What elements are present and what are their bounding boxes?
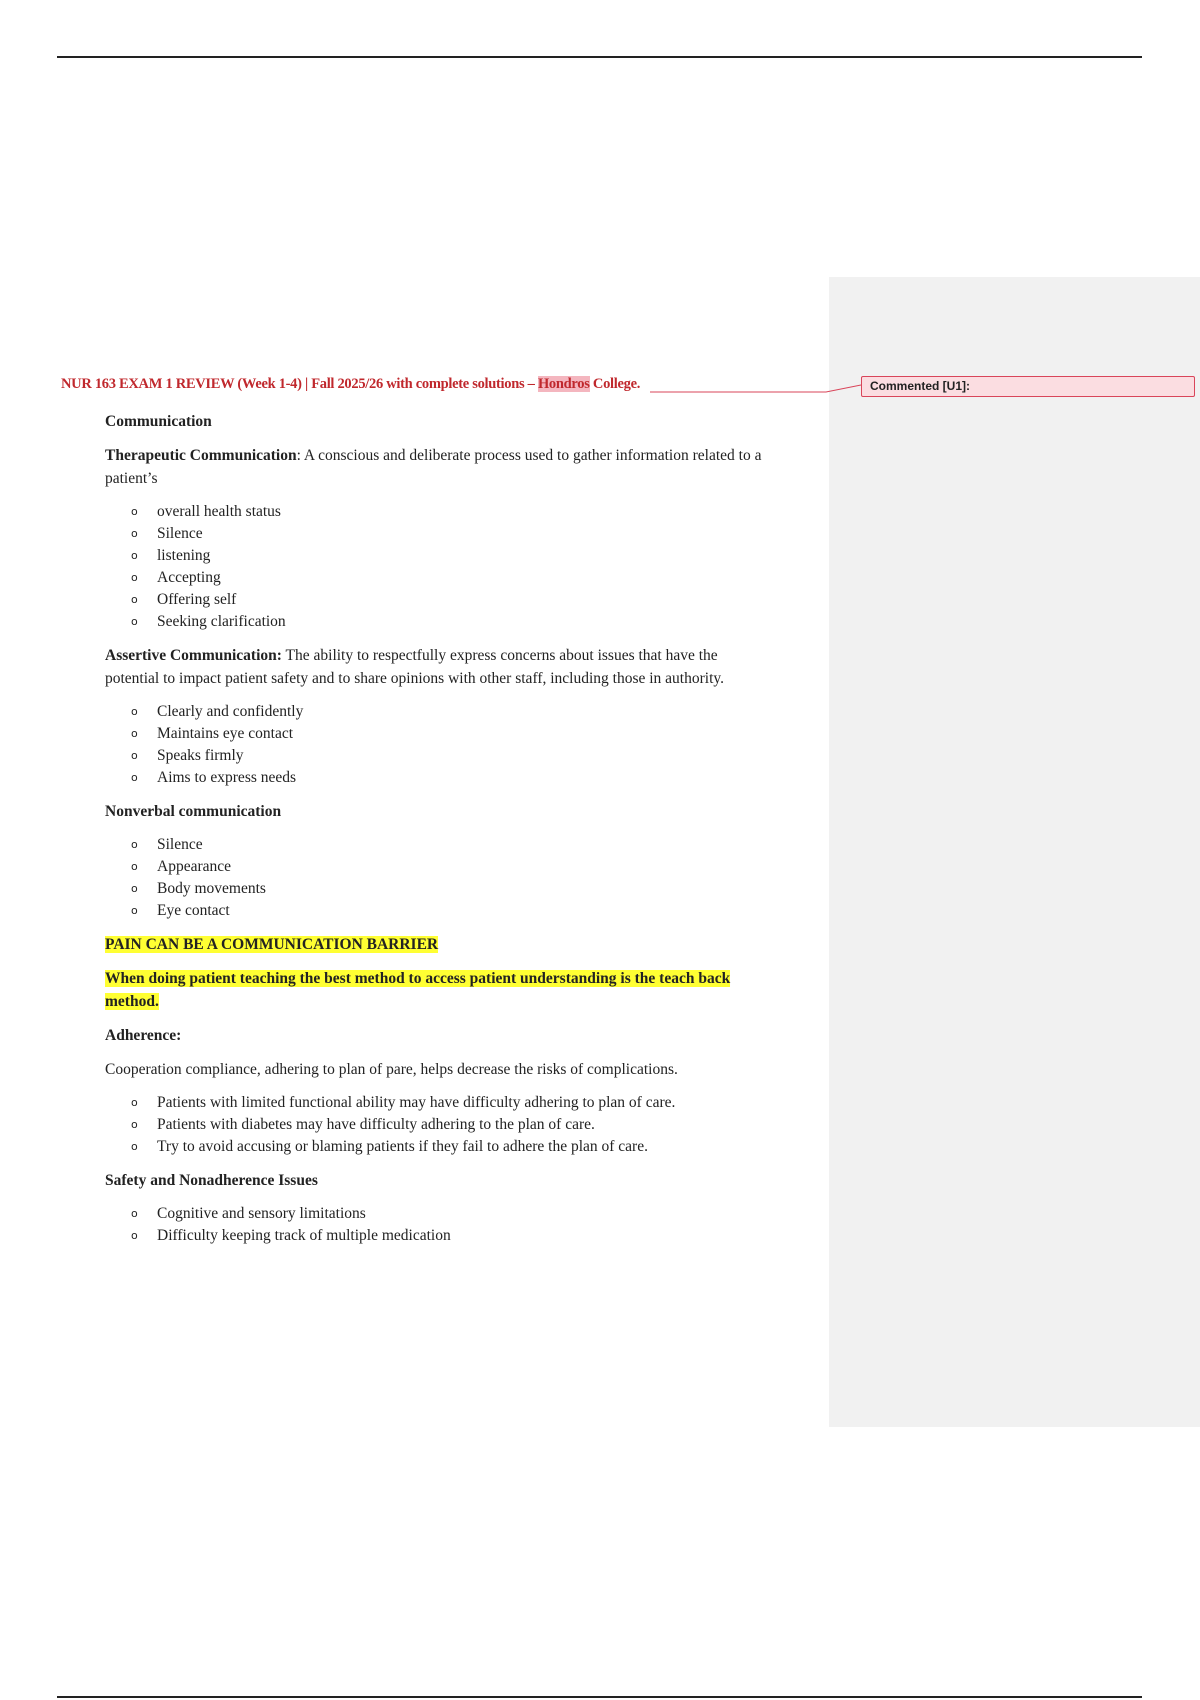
- highlighted-text: When doing patient teaching the best method to access patient understanding is the teach back method.: [105, 970, 731, 1010]
- list-item-text: Accepting: [157, 569, 221, 586]
- bullet-icon: o: [131, 593, 138, 606]
- list-item-text: Eye contact: [157, 902, 230, 919]
- list-item: [105, 767, 765, 789]
- title-end: College.: [589, 376, 641, 392]
- list-item: [105, 701, 765, 723]
- therapeutic-list: [105, 501, 765, 633]
- comment-balloon[interactable]: [861, 376, 1195, 397]
- bullet-icon: o: [131, 882, 138, 895]
- list-item-text: listening: [157, 547, 211, 564]
- list-item-text: Speaks firmly: [157, 747, 244, 764]
- list-item-text: Clearly and confidently: [157, 703, 304, 720]
- bullet-icon: o: [131, 615, 138, 628]
- document-body: [105, 410, 765, 1258]
- comment-pane: [829, 277, 1200, 1427]
- bullet-icon: o: [131, 527, 138, 540]
- list-item-text: Difficulty keeping track of multiple medication: [157, 1227, 451, 1244]
- bullet-icon: o: [131, 771, 138, 784]
- list-item-text: overall health status: [157, 503, 281, 520]
- therapeutic-paragraph: [105, 444, 765, 490]
- therapeutic-definition: : A conscious and deliberate process used to gather information related to a patient’s: [105, 447, 762, 487]
- bullet-icon: o: [131, 904, 138, 917]
- bullet-icon: o: [131, 1229, 138, 1242]
- list-item: [105, 545, 765, 567]
- list-item: [105, 1092, 765, 1114]
- bullet-icon: o: [131, 505, 138, 518]
- safety-heading: Safety and Nonadherence Issues: [105, 1172, 318, 1189]
- bullet-icon: o: [131, 749, 138, 762]
- bullet-icon: o: [131, 1207, 138, 1220]
- list-item: [105, 501, 765, 523]
- list-item: [105, 878, 765, 900]
- document-title: [61, 376, 640, 393]
- list-item-text: Aims to express needs: [157, 769, 297, 786]
- bullet-icon: o: [131, 571, 138, 584]
- nonverbal-heading: Nonverbal communication: [105, 803, 282, 820]
- list-item-text: Patients with diabetes may have difficulty adhering to the plan of care.: [157, 1116, 595, 1133]
- list-item: [105, 1114, 765, 1136]
- list-item: [105, 745, 765, 767]
- list-item-text: Seeking clarification: [157, 613, 286, 630]
- adherence-definition: Cooperation compliance, adhering to plan of pare, helps decrease the risks of complications.: [105, 1061, 678, 1078]
- bullet-icon: o: [131, 1140, 138, 1153]
- list-item-text: Silence: [157, 525, 203, 542]
- list-item: [105, 856, 765, 878]
- list-item-text: Try to avoid accusing or blaming patients if they fail to adhere the plan of care.: [157, 1138, 648, 1155]
- highlighted-text: PAIN CAN BE A COMMUNICATION BARRIER: [105, 936, 439, 953]
- communication-heading: Communication: [105, 413, 212, 430]
- list-item-text: Cognitive and sensory limitations: [157, 1205, 366, 1222]
- bullet-icon: o: [131, 838, 138, 851]
- list-item: [105, 611, 765, 633]
- list-item-text: Body movements: [157, 880, 266, 897]
- comment-label: Commented [U1]:: [870, 379, 971, 393]
- bullet-icon: o: [131, 860, 138, 873]
- list-item-text: Offering self: [157, 591, 237, 608]
- page-header-rule: [57, 56, 1142, 58]
- safety-list: [105, 1203, 765, 1247]
- bullet-icon: o: [131, 1096, 138, 1109]
- list-item: [105, 1136, 765, 1158]
- title-main: NUR 163 EXAM 1 REVIEW (Week 1-4) | Fall 2025/26 with complete solutions –: [61, 376, 538, 392]
- list-item: [105, 1225, 765, 1247]
- list-item: [105, 834, 765, 856]
- bullet-icon: o: [131, 727, 138, 740]
- page-footer-rule: [57, 1696, 1142, 1698]
- list-item: [105, 1203, 765, 1225]
- therapeutic-term: Therapeutic Communication: [105, 447, 297, 464]
- list-item-text: Silence: [157, 836, 203, 853]
- assertive-term: Assertive Communication:: [105, 647, 282, 664]
- list-item: [105, 900, 765, 922]
- list-item-text: Appearance: [157, 858, 232, 875]
- title-commented-word[interactable]: Hondros: [537, 376, 590, 392]
- adherence-list: [105, 1092, 765, 1158]
- list-item: [105, 523, 765, 545]
- bullet-icon: o: [131, 1118, 138, 1131]
- list-item-text: Maintains eye contact: [157, 725, 294, 742]
- bullet-icon: o: [131, 549, 138, 562]
- assertive-paragraph: [105, 644, 765, 690]
- list-item: [105, 723, 765, 745]
- list-item-text: Patients with limited functional ability may have difficulty adhering to plan of care.: [157, 1094, 676, 1111]
- pain-barrier-note: [105, 933, 765, 956]
- teach-back-note: [105, 967, 765, 1013]
- list-item: [105, 589, 765, 611]
- nonverbal-list: [105, 834, 765, 922]
- assertive-list: [105, 701, 765, 789]
- bullet-icon: o: [131, 705, 138, 718]
- list-item: [105, 567, 765, 589]
- assertive-definition: The ability to respectfully express concerns about issues that have the potential to impact patient safety and to share opinions with other staff, including those in authority.: [105, 647, 725, 687]
- adherence-heading: Adherence:: [105, 1027, 182, 1044]
